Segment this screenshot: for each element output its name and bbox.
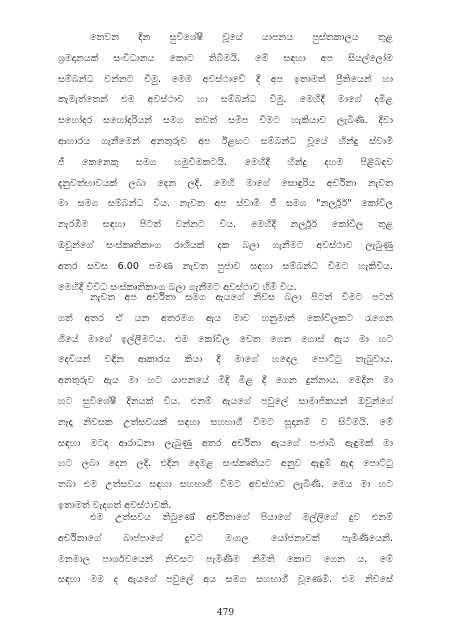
text-line: හට ලබා දෙන ලදි. එදින දෙමළ සංස්කෘතියට අනුව ඇඳුම් ඇඳ පොට්ටු: [58, 458, 393, 470]
text-line: ආහාරය ගැනීමෙන් අනතුරුව අප ඊළඟට සම්බන්ධ වූයේ හින්දු ස්වාමී: [58, 135, 393, 147]
text-line: සඳහා මටද ආරාධනා ලැබුණු අතර අර්චිතා ඇයගේ පංජාබි ඇඳුමක් මා: [58, 437, 393, 449]
text-line: සම්බන්ධ වන්නට වීමු. මෙම අවස්ථාවේ දී අප ඉතාමත් ප්‍රීතියෙන් හා: [58, 73, 393, 85]
text-line: නැවත අප අර්චිතා සමග ඇයගේ නිවස බලා පිටත් වීමට පටන්: [90, 292, 393, 303]
paragraph-2: [58, 288, 393, 517]
text-line: මා සමග සම්බන්ධ විය. නැවත අප ස්වාමී ජී සමග "නර්ලූර්" කෝවිල: [58, 198, 393, 210]
text-line: කැමැත්තෙන් එම අවස්ථාව හා සම්බන්ධ වීමු. මෙහිදී මාගේ දමිළ: [58, 94, 393, 106]
text-line: සඳහා මම ද ඇයගේ පවුලේ අය සමග සහභාගී වූණෙමි. එම නිවසේ: [58, 574, 393, 586]
text-line: දෙවියන් වඳින ආකාරය කියා දී මාගේ හදෙල පොට්ටු තැබුවාය.: [58, 354, 393, 366]
text-line: ජී කෙනෙකු සමග හමුවීමකටයි. මෙහිදී හින්දු දහම පිළිබඳව: [58, 156, 393, 168]
text-line: අනතුරුව ඇය මා හට යාපනයේ මිදි මිළ දී ගෙන දුන්නාය. මෙදින මා: [58, 375, 393, 387]
paragraph-1: [58, 28, 393, 298]
text-line: තෙවන දින සුවිශේෂී වූයේ යාපනය පුස්තකාලය තුළ: [90, 32, 393, 43]
text-line: හට සුවිශේෂී දිනයක් විය. එනම් ඇයගේ පවුලේ සාමාජිකයන් ඔවුන්ගේ: [58, 395, 393, 407]
text-line: ගත් අතර ඒ යන අතරමග ඇය මාව හනුමාන් කෝවිලකට රැගෙන: [58, 312, 393, 324]
paragraph-3: [58, 508, 393, 591]
text-line: මනමාල පාර්ශවයෙන් නිවසට පැමිණීම නිමිති කොට ගෙන ය. මේ: [58, 553, 393, 565]
page-number: 479: [216, 608, 235, 618]
text-line: ඉතාමත් වැදගත් අවස්ථාවකි.: [58, 499, 172, 511]
text-line: නෑදෑ නිවසක උත්සවයක් සඳහා සහභාගී වීමට සූදානම් ව සිටිමයි. මේ: [58, 416, 393, 428]
text-line: ගියේ මාගේ ඉල්ලීමටය. එම කෝවිල වෙත ගෙන ගොස් ඇය මා හට: [58, 333, 393, 345]
text-line: නැරඹීම සඳහා පිටත් වන්නට විය. මෙහිදී නර්ලූර් කෝවිල තුළ: [58, 219, 393, 231]
text-line: අතර සවස 6.00 පමණ නැවත පුජාව සඳහා සම්බන්ධ වීමට හැකිවිය.: [58, 260, 393, 272]
text-line: අර්චිතාගේ බාප්පාගේ දුවට මංගල යෝජනාවක් පැමිණියෙනි.: [58, 532, 393, 544]
text-line: සහෝදර සහෝදරියන් සමග තවත් සමීප වීමට හැකියාව ලැබිණි. දිවා: [58, 115, 393, 127]
text-line: එම උත්සවය තිබුණේ අර්චිතාගේ පියාගේ මල්ලිගේ දුව එනම්: [90, 512, 393, 523]
text-line: ශ්‍රමදානයක් සංවිධානය කොට තිබීමයි. මේ සඳහා අප සියල්ලෝම: [58, 52, 393, 64]
text-line: දැනුවත්භාවයක් ලබා දෙන ලදි. මෙහි මාගේ සොඳුරිය අර්චිතා නැවත: [58, 177, 393, 189]
text-line: මෙහිදී විවිධ සංස්කෘතිකාංග බලා ගැනීමට අවස්ථාව හිමි විය.: [58, 281, 297, 293]
text-line: ඔවුන්ගේ සංස්කෘතිකාංග රාශියක් දක බලා ගැනීමට අවස්ථාව ලැබුණු: [58, 239, 393, 251]
text-line: තබා එම උත්සවය සඳහා සහභාගී වීමට අවස්ථාව ලැබිණි. මෙය මා හට: [58, 479, 393, 491]
